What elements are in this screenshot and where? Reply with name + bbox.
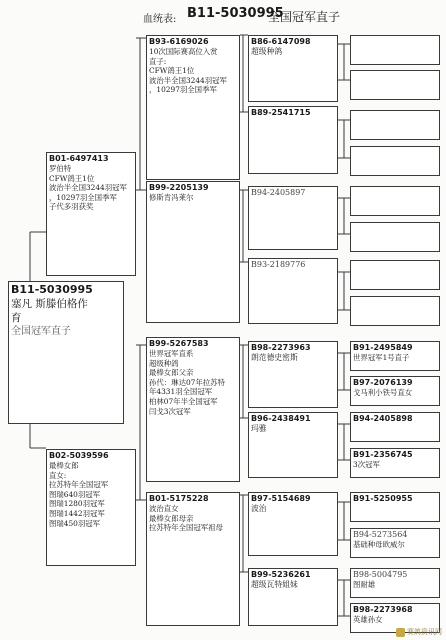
ancestor-gen3-card — [248, 35, 338, 102]
pedigree-label: 血统表: — [143, 14, 177, 25]
ancestor-gen4-card — [350, 341, 440, 371]
ancestor-id: B94-2405898 — [353, 414, 413, 423]
ancestor-id: B93-6169026 — [149, 37, 209, 46]
ancestor-gen3-card — [248, 568, 338, 626]
ancestor-note: 波治直女 — [149, 504, 179, 513]
sire-note: 波治半全国3244羽冠军 — [49, 183, 127, 193]
dam-card — [46, 449, 136, 566]
ancestor-note: 超级种鸽 — [149, 358, 179, 368]
subject-id: B11-5030995 — [11, 283, 93, 296]
ancestor-note: 戈马利小铁号直女 — [353, 388, 413, 397]
ancestor-gen3-card — [248, 412, 338, 478]
dam-note: 直女: — [49, 470, 67, 480]
sire-note: ，10297羽全国季军 — [49, 192, 117, 202]
ancestor-id: B99-5236261 — [251, 570, 311, 579]
ancestor-note: 基础种母欧威尔 — [353, 540, 405, 549]
ancestor-gen4-card — [350, 492, 440, 522]
granddam-paternal-card — [146, 181, 240, 323]
sire-note: 罗伯特 — [49, 164, 72, 173]
ancestor-id: B97-5154689 — [251, 494, 311, 503]
dam-note: 图瑞1280羽冠军 — [49, 499, 105, 509]
ancestor-note: CFW鸽王1位 — [149, 66, 195, 76]
subject-breeder: 塞凡 斯滕伯格作 — [11, 298, 88, 310]
ancestor-id: B94-2405897 — [251, 188, 306, 197]
ancestor-gen4-card — [350, 568, 440, 598]
ancestor-gen3-card — [248, 106, 338, 174]
ancestor-note: 超级种鸽 — [251, 47, 283, 56]
ancestor-note: 拉苏特年全国冠军祖母 — [149, 523, 223, 533]
pigeon-logo-icon — [396, 628, 405, 637]
ancestor-gen4-card — [350, 296, 440, 326]
ancestor-gen4-card — [350, 70, 440, 100]
dam-note: 最棒女郎 — [49, 461, 79, 470]
subject-note: 全国冠军直子 — [11, 326, 71, 337]
ancestor-note: 玛雅 — [251, 424, 267, 433]
ancestor-id: B91-5250955 — [353, 494, 413, 503]
header-title: 全国冠军直子 — [268, 10, 341, 24]
ancestor-gen4-card — [350, 528, 440, 558]
ancestor-gen4-card — [350, 448, 440, 478]
sire-note: 子代多羽获奖 — [49, 202, 94, 212]
ancestor-id: B96-2438491 — [251, 414, 311, 423]
ancestor-note: 世界冠军直系 — [149, 349, 194, 358]
ancestor-id: B98-2273963 — [251, 343, 311, 352]
ancestor-id: B98-2273968 — [353, 605, 413, 614]
ancestor-note: 最棒女郎母亲 — [149, 513, 194, 523]
ancestor-id: B98-5004795 — [353, 570, 408, 579]
ancestor-gen4-card — [350, 110, 440, 140]
grandsire-maternal-card — [146, 337, 240, 482]
sire-id: B01-6497413 — [49, 154, 109, 163]
ancestor-note: 超级瓦特姐妹 — [251, 580, 298, 589]
site-watermark-text: 赛鸽资讯网 — [407, 628, 442, 636]
ancestor-gen4-card — [350, 146, 440, 176]
ancestor-note: 闫戈3次冠军 — [149, 406, 191, 416]
subject-card — [8, 281, 124, 424]
ancestor-note: 3次冠军 — [353, 460, 380, 469]
granddam-maternal-card — [146, 492, 240, 626]
ancestor-gen4-card — [350, 412, 440, 442]
ancestor-note: 波治半全国3244羽冠军 — [149, 75, 227, 85]
sire-note: CFW鸽王1位 — [49, 173, 95, 183]
ancestor-id: B94-5273564 — [353, 530, 408, 539]
ancestor-id: B86-6147098 — [251, 37, 311, 46]
ancestor-note: 修斯肯冯莱尔 — [149, 193, 194, 202]
ancestor-gen4-card — [350, 186, 440, 216]
ancestor-note: ，10297羽全国季军 — [149, 85, 217, 95]
ancestor-note: 波治 — [251, 504, 267, 513]
ancestor-note: 10次国际赛高位入赏 — [149, 47, 218, 56]
ancestor-note: 图耐雄 — [353, 580, 376, 589]
ancestor-id: B97-2076139 — [353, 378, 413, 387]
ancestor-gen4-card — [350, 260, 440, 290]
ancestor-note: 直子: — [149, 56, 167, 66]
ancestor-id: B91-2356745 — [353, 450, 413, 459]
ancestor-id: B93-2189776 — [251, 260, 306, 269]
ancestor-gen4-card — [350, 376, 440, 406]
dam-note: 图瑞450羽冠军 — [49, 518, 101, 528]
ancestor-gen3-card — [248, 341, 338, 408]
ancestor-note: 最棒女郎父亲 — [149, 368, 194, 378]
ancestor-id: B99-2205139 — [149, 183, 209, 192]
dam-id: B02-5039596 — [49, 451, 109, 460]
ancestor-note: 世界冠军1号直子 — [353, 353, 410, 362]
ancestor-note: 孙代：琳达07年拉苏特 — [149, 377, 225, 387]
header-ring-id: B11-5030995 — [187, 6, 284, 21]
ancestor-id: B89-2541715 — [251, 108, 311, 117]
grandsire-paternal-card — [146, 35, 240, 180]
ancestor-note: 朗范德史密斯 — [251, 353, 298, 362]
ancestor-id: B99-5267583 — [149, 339, 209, 348]
dam-note: 拉苏特年全国冠军 — [49, 480, 109, 490]
ancestor-gen3-card — [248, 492, 338, 556]
ancestor-gen4-card — [350, 222, 440, 252]
ancestor-id: B91-2495849 — [353, 343, 413, 352]
ancestor-gen3-card — [248, 258, 338, 324]
ancestor-note: 年4331羽全国冠军 — [149, 387, 213, 397]
site-watermark — [396, 627, 442, 637]
dam-note: 图瑞640羽冠军 — [49, 489, 101, 499]
subject-breeder-cont: 育 — [11, 312, 22, 324]
dam-note: 图瑞1442羽冠军 — [49, 508, 105, 518]
ancestor-gen4-card — [350, 35, 440, 65]
ancestor-note: 英雄孙女 — [353, 615, 383, 624]
ancestor-gen3-card — [248, 186, 338, 250]
ancestor-id: B01-5175228 — [149, 494, 209, 503]
ancestor-note: 柏林07年半全国冠军 — [149, 396, 218, 406]
sire-card — [46, 152, 136, 276]
